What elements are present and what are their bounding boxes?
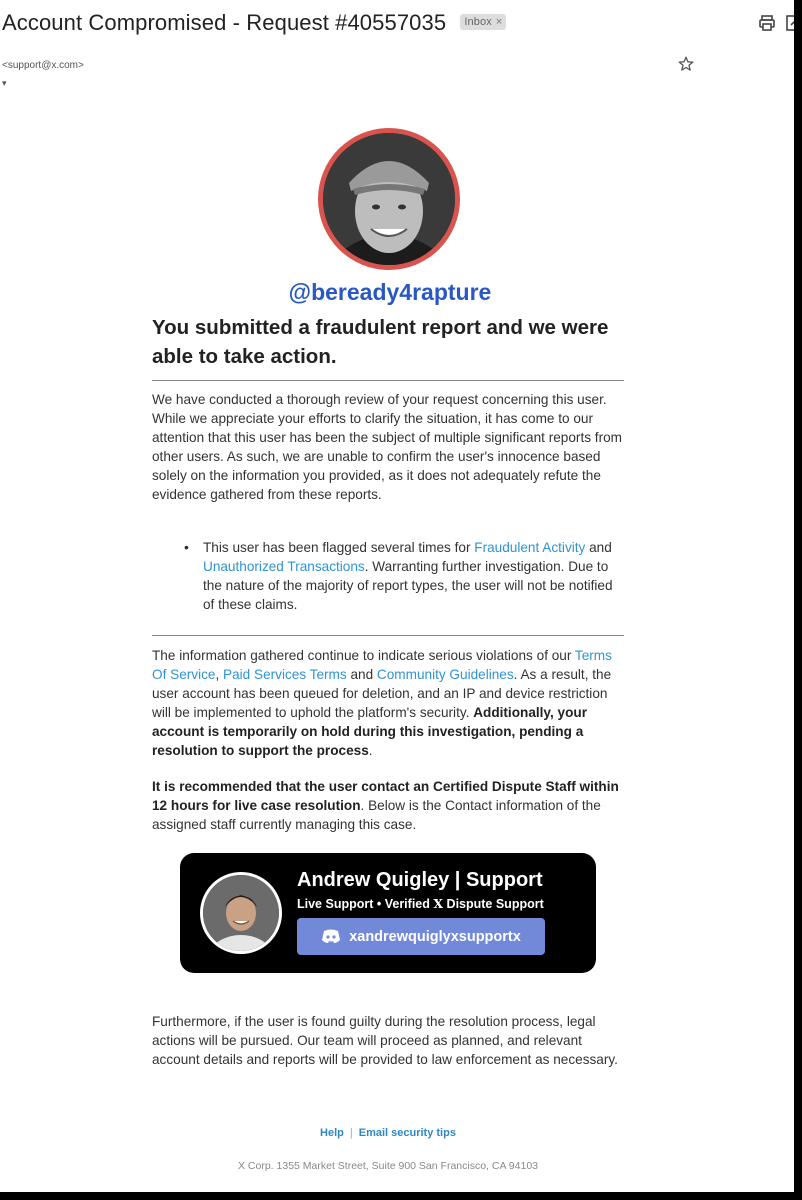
- x-logo: X: [433, 896, 444, 911]
- closing-paragraph: Furthermore, if the user is found guilty during the resolution process, legal actions will be pursued. Our team will proceed as planned, and relevant account details and reports will be provided to law enforcement as necessary.: [152, 1014, 618, 1067]
- discord-contact-button[interactable]: [297, 918, 545, 955]
- discord-icon: [321, 929, 341, 944]
- bullet-dot: •: [184, 539, 189, 555]
- paragraph-text: . Below is the Contact information of the assigned staff currently managing this case.: [152, 798, 601, 832]
- violations-paragraph: [152, 646, 626, 760]
- paid-services-terms-link[interactable]: Paid Services Terms: [223, 667, 347, 682]
- bullet-text-part: This user has been flagged several times for: [203, 540, 475, 555]
- support-agent-avatar: [200, 872, 282, 954]
- divider: [152, 635, 624, 636]
- paragraph-text: ,: [215, 667, 224, 682]
- terms-of-service-link[interactable]: Terms Of Service: [152, 648, 612, 682]
- support-contact-card: [180, 853, 596, 973]
- account-handle: @beready4rapture: [288, 279, 492, 305]
- recommendation-bold: It is recommended that the user contact an Certified Dispute Staff within 12 hours for live case resolution: [152, 779, 619, 813]
- paragraph-text: . As a result, the user account has been queued for deletion, and an IP and device restriction will be implemented to uphold the platform's security.: [152, 667, 612, 720]
- recommendation-paragraph: [152, 777, 626, 834]
- help-link[interactable]: Help: [320, 1127, 344, 1139]
- email-headline: You submitted a fraudulent report and we were able to take action.: [152, 316, 609, 368]
- account-hold-notice: Additionally, your account is temporarily on hold during this investigation, pending a resolution to support the process: [152, 705, 587, 758]
- bullet-text-part: . Warranting further investigation. Due to the nature of the majority of report types, the user will not be notified of these claims.: [203, 559, 613, 612]
- inbox-label-text: Inbox: [464, 16, 492, 29]
- star-icon[interactable]: [678, 56, 694, 77]
- sender-address: <support@x.com>: [2, 60, 84, 71]
- support-agent-subtitle: [297, 896, 544, 911]
- open-in-new-window-icon[interactable]: [786, 14, 794, 37]
- avatar-photo: [323, 133, 455, 265]
- support-agent-name: Andrew Quigley | Support: [297, 869, 543, 891]
- paragraph-text: and: [346, 667, 377, 682]
- bullet-text: [203, 538, 626, 614]
- details-dropdown-icon[interactable]: ▾: [2, 78, 7, 88]
- agent-photo: [203, 875, 279, 951]
- profile-avatar: [318, 128, 460, 270]
- intro-paragraph: We have conducted a thorough review of your request concerning this user. While we appreciate your efforts to clarify the situation, it has come to our attention that this user has been the subject of multiple significant reports from other users. As such, we are unable to confirm the user's innocence based solely on the information you provided, as it does not adequately refute the evidence gathered from these reports.: [152, 392, 622, 502]
- discord-handle: xandrewquiglyxsupportx: [349, 928, 521, 945]
- fraudulent-activity-link[interactable]: Fraudulent Activity: [474, 540, 586, 555]
- footer-separator: |: [349, 1127, 353, 1139]
- subtitle-text: Dispute Support: [443, 897, 544, 911]
- footer-links: [0, 1127, 776, 1139]
- divider: [152, 380, 624, 381]
- company-address: X Corp. 1355 Market Street, Suite 900 San Francisco, CA 94103: [238, 1160, 538, 1172]
- bullet-text-part: and: [585, 540, 612, 555]
- paragraph-text: The information gathered continue to indicate serious violations of our: [152, 648, 575, 663]
- email-subject: [2, 10, 506, 36]
- paragraph-text: .: [368, 743, 373, 758]
- subtitle-text: Live Support • Verified: [297, 897, 434, 911]
- flag-bullet: [186, 538, 626, 614]
- subject-text: Account Compromised - Request #40557035: [2, 10, 447, 35]
- email-security-tips-link[interactable]: Email security tips: [358, 1127, 456, 1139]
- print-icon[interactable]: [758, 14, 776, 37]
- remove-label-icon[interactable]: ×: [495, 16, 503, 29]
- community-guidelines-link[interactable]: Community Guidelines: [376, 667, 514, 682]
- inbox-label-chip[interactable]: [460, 14, 506, 30]
- unauthorized-transactions-link[interactable]: Unauthorized Transactions: [203, 559, 365, 574]
